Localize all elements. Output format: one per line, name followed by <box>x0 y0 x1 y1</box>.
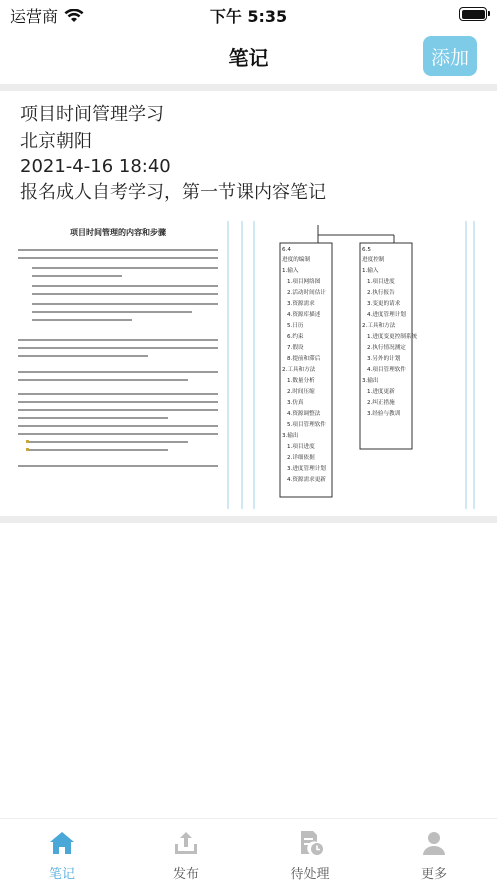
doc-tree-item: 3.进度管理计划 <box>287 466 326 472</box>
divider <box>0 516 497 523</box>
doc-tree-item: 4.资源调整法 <box>287 411 321 417</box>
doc-tree-item: 1.进度更新 <box>367 389 395 395</box>
tab-notes[interactable] <box>0 819 124 884</box>
status-bar <box>0 0 497 28</box>
home-icon <box>48 829 76 857</box>
doc-tree-item: 2.活动时间估计 <box>287 290 326 296</box>
doc-box-left-header: 6.4 <box>282 247 291 253</box>
tab-bar <box>0 818 497 883</box>
doc-tree-item: 2.纠正措施 <box>367 400 395 406</box>
add-button[interactable]: 添加 <box>423 36 477 76</box>
doc-tree-item: 4.资源库描述 <box>287 312 321 318</box>
tab-notes-label: 笔记 <box>48 867 75 882</box>
doc-tree-item: 1.输入 <box>282 268 299 274</box>
divider <box>0 84 497 91</box>
note-datetime: 2021-4-16 18:40 <box>20 156 171 177</box>
page-title: 笔记 <box>228 46 269 70</box>
note-location: 北京朝阳 <box>20 131 92 152</box>
doc-tree-item: 2.执行情况测定 <box>367 345 406 351</box>
doc-box-left-title: 进度的编制 <box>282 257 310 263</box>
doc-tree-item: 3.变更的请求 <box>367 301 401 307</box>
battery-icon <box>459 7 487 21</box>
doc-tree-item: 2.工具和方法 <box>362 323 396 329</box>
pending-doc-icon <box>296 829 324 857</box>
person-icon <box>420 829 448 857</box>
doc-tree-item: 2.时间压缩 <box>287 389 315 395</box>
doc-tree-item: 3.经验与教训 <box>367 411 401 417</box>
tab-more-label: 更多 <box>420 867 447 882</box>
doc-tree-item: 1.输入 <box>362 268 379 274</box>
doc-tree-item: 4.资源需求更新 <box>287 477 326 483</box>
doc-tree-item: 2.执行报告 <box>367 290 395 296</box>
doc-tree-item: 5.项目管理软件 <box>287 422 326 428</box>
doc-box-right-title: 进度控制 <box>362 257 385 263</box>
note-title: 项目时间管理学习 <box>20 104 164 125</box>
note-image[interactable] <box>14 221 486 509</box>
tab-more[interactable] <box>372 819 496 884</box>
tab-pending-label: 待处理 <box>290 867 330 882</box>
doc-tree-item: 1.项目网络图 <box>287 279 321 285</box>
doc-tree-item: 3.输出 <box>362 378 379 384</box>
doc-tree-item: 3.另外的计划 <box>367 356 401 362</box>
upload-icon <box>172 829 200 857</box>
doc-page-title: 项目时间管理的内容和步骤 <box>70 227 166 237</box>
note-image-document <box>14 221 486 509</box>
doc-tree-item: 1.进度变更控制系统 <box>367 334 418 340</box>
doc-tree-item: 8.提前和滞后 <box>287 356 321 362</box>
doc-tree-item: 3.输出 <box>282 433 299 439</box>
nav-bar <box>0 30 497 82</box>
note-card[interactable] <box>0 91 497 518</box>
doc-box-right-header: 6.5 <box>362 247 371 253</box>
doc-tree-item: 1.项目进度 <box>367 279 395 285</box>
carrier-label: 运营商 <box>10 7 59 26</box>
tab-pending[interactable] <box>248 819 372 884</box>
note-content: 报名成人自考学习，第一节课内容笔记 <box>20 182 326 203</box>
doc-tree-item: 4.进度管理计划 <box>367 312 406 318</box>
doc-tree-item: 3.仿真 <box>287 400 304 406</box>
doc-tree-item: 7.假设 <box>287 345 304 351</box>
doc-tree-item: 2.工具和方法 <box>282 367 316 373</box>
doc-tree-item: 5.日历 <box>287 323 304 329</box>
doc-tree-item: 4.项目管理软件 <box>367 367 406 373</box>
doc-tree-item: 1.数量分析 <box>287 378 315 384</box>
tab-publish[interactable] <box>124 819 248 884</box>
doc-tree-item: 6.约束 <box>287 334 304 340</box>
doc-tree-item: 3.资源需求 <box>287 301 315 307</box>
doc-tree-item: 1.项目进度 <box>287 444 315 450</box>
tab-publish-label: 发布 <box>172 867 199 882</box>
status-time: 下午 5:35 <box>209 7 288 26</box>
doc-tree-item: 2.详细依据 <box>287 455 315 461</box>
